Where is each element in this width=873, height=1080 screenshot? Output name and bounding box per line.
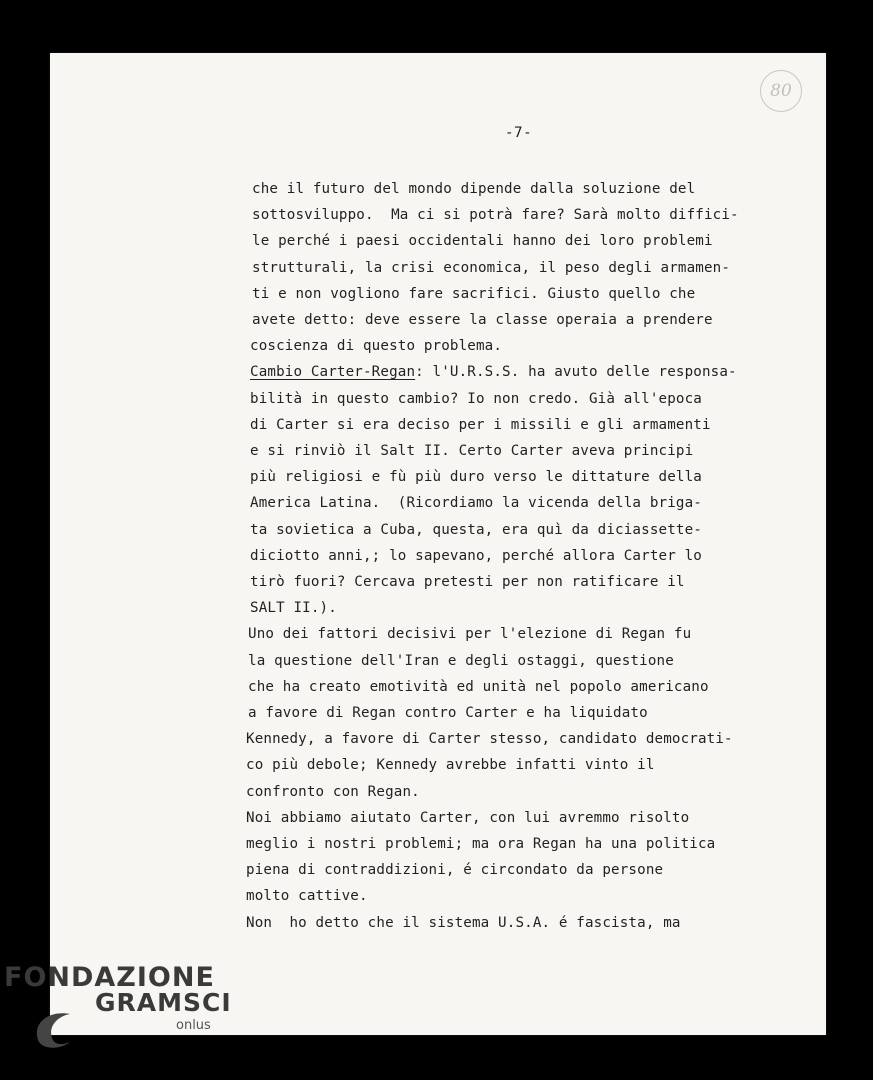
text-line: bilità in questo cambio? Io non credo. Già all'epoca [250, 390, 702, 407]
fondazione-gramsci-watermark [0, 962, 240, 1052]
text-line: che il futuro del mondo dipende dalla soluzione del [252, 181, 696, 197]
text-line: molto cattive. [246, 888, 368, 905]
text-line: Noi abbiamo aiutato Carter, con lui avremmo risolto [246, 809, 690, 826]
watermark-name: GRAMSCI [95, 988, 232, 1017]
text-line: Uno dei fattori decisivi per l'elezione di Regan fu [248, 626, 692, 643]
text-line [250, 359, 737, 385]
text-line: ti e non vogliono fare sacrifici. Giusto quello che [252, 285, 696, 302]
archive-stamp: 80 [760, 70, 802, 112]
text-line: la questione dell'Iran e degli ostaggi, questione [248, 652, 674, 669]
text-line: avete detto: deve essere la classe operaia a prendere [252, 312, 713, 328]
text-line: strutturali, la crisi economica, il peso degli armamen- [252, 259, 731, 276]
text-line: co più debole; Kennedy avrebbe infatti vinto il [246, 757, 655, 774]
text-line: di Carter si era deciso per i missili e gli armamenti [250, 416, 711, 433]
text-line: a favore di Regan contro Carter e ha liquidato [248, 705, 648, 721]
text-line: le perché i paesi occidentali hanno dei loro problemi [252, 233, 713, 250]
text-line: diciotto anni,; lo sapevano, perché allora Carter lo [250, 547, 702, 564]
text-line: meglio i nostri problemi; ma ora Regan ha una politica [246, 836, 716, 852]
text-line: più religiosi e fù più duro verso le dittature della [250, 469, 702, 486]
watermark-subtitle: onlus [176, 1018, 211, 1033]
text-line: e si rinviò il Salt II. Certo Carter aveva principi [250, 443, 694, 459]
text-line: sottosviluppo. Ma ci si potrà fare? Sarà molto diffici- [252, 207, 739, 224]
text-line: tirò fuori? Cercava pretesti per non ratificare il [250, 574, 685, 590]
watermark-title: FONDAZIONE [4, 962, 215, 993]
text-line: Kennedy, a favore di Carter stesso, candidato democrati- [246, 731, 733, 748]
text-line: ta sovietica a Cuba, questa, era quì da diciassette- [250, 521, 702, 538]
section-heading: Cambio Carter-Regan [250, 364, 416, 381]
text-line: America Latina. (Ricordiamo la vicenda della briga- [250, 495, 702, 512]
text-line: coscienza di questo problema. [250, 338, 503, 355]
text-line: che ha creato emotività ed unità nel popolo americano [248, 678, 709, 695]
page-number: -7- [505, 125, 533, 141]
swoosh-logo-icon [30, 992, 100, 1052]
text-line-continuation: : l'U.R.S.S. ha avuto delle responsa- [415, 364, 737, 381]
text-line: Non ho detto che il sistema U.S.A. é fascista, ma [246, 914, 681, 931]
text-line: piena di contraddizioni, é circondato da persone [246, 862, 664, 879]
text-line: SALT II.). [250, 600, 337, 617]
text-line: confronto con Regan. [246, 783, 420, 800]
